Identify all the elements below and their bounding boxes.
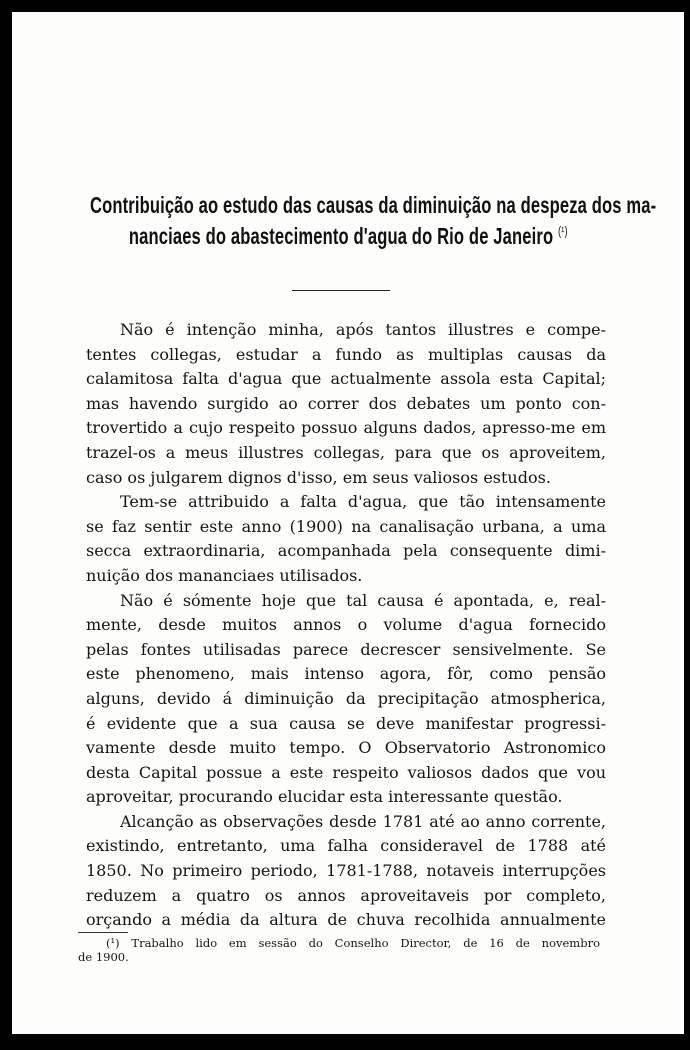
text-line: orçando a média da altura de chuva recolhida annualmente bbox=[86, 910, 606, 930]
footnote-marker: (¹) bbox=[557, 223, 568, 239]
footnote-line-1: (¹) Trabalho lido em sessão do Conselho Director, de 16 de novembro bbox=[106, 936, 600, 950]
text-line: reduzem a quatro os annos aproveitaveis por completo, bbox=[86, 885, 606, 905]
text-line: mas havendo surgido ao correr dos debates um ponto con- bbox=[86, 393, 606, 413]
text-line: existindo, entretanto, uma falha consideravel de 1788 até bbox=[86, 836, 606, 856]
text-line: mente, desde muitos annos o volume d'agua fornecido bbox=[86, 615, 606, 635]
text-line: caso os julgarem dignos d'isso, em seus valiosos estudos. bbox=[86, 467, 551, 487]
paragraph bbox=[86, 490, 606, 588]
document-page bbox=[12, 12, 684, 1034]
paragraph bbox=[86, 810, 606, 933]
text-line: Não é sómente hoje que tal causa é apontada, e, real- bbox=[120, 590, 606, 610]
title-line-1: Contribuição ao estudo das causas da diminuição na despeza dos ma- bbox=[90, 192, 657, 218]
text-line: secca extraordinaria, acompanhada pela consequente dimi- bbox=[86, 541, 606, 561]
footnote-line-2: de 1900. bbox=[78, 950, 129, 964]
text-line: Não é intenção minha, após tantos illustres e compe- bbox=[120, 320, 606, 339]
article-title bbox=[90, 190, 657, 252]
text-line: este phenomeno, mais intenso agora, fôr, como pensão bbox=[86, 664, 606, 684]
text-line: desta Capital possue a este respeito valiosos dados que vou bbox=[86, 762, 606, 782]
text-line: é evidente que a sua causa se deve manifestar progressi- bbox=[86, 713, 606, 733]
footnote bbox=[78, 936, 600, 964]
title-line-2 bbox=[90, 221, 568, 252]
footnote-divider bbox=[78, 932, 128, 933]
title-divider bbox=[292, 290, 390, 291]
paragraph bbox=[86, 318, 606, 490]
text-line: calamitosa falta d'agua que actualmente assola esta Capital; bbox=[86, 369, 606, 389]
text-line: trovertido a cujo respeito possuo alguns dados, apresso-me em bbox=[86, 418, 606, 438]
text-line: pelas fontes utilisadas parece decrescer sensivelmente. Se bbox=[86, 639, 606, 659]
paragraph bbox=[86, 589, 606, 810]
text-line: alguns, devido á diminuição da precipitação atmospherica, bbox=[86, 688, 606, 708]
text-line: trazel-os a meus illustres collegas, para que os aproveitem, bbox=[86, 442, 606, 462]
text-line: aproveitar, procurando elucidar esta interessante questão. bbox=[86, 787, 563, 807]
body-text bbox=[86, 318, 606, 933]
text-line: 1850. No primeiro periodo, 1781-1788, notaveis interrupções bbox=[86, 861, 606, 881]
text-line: Alcanção as observações desde 1781 até ao anno corrente, bbox=[120, 811, 606, 831]
text-line: tentes collegas, estudar a fundo as multiplas causas da bbox=[86, 344, 606, 364]
text-line: nuição dos mananciaes utilisados. bbox=[86, 565, 363, 585]
text-line: se faz sentir este anno (1900) na canalisação urbana, a uma bbox=[86, 516, 606, 536]
title-line-2-text: nanciaes do abastecimento d'agua do Rio de Janeiro bbox=[128, 223, 554, 249]
text-line: Tem-se attribuido a falta d'agua, que tão intensamente bbox=[120, 492, 606, 512]
text-line: vamente desde muito tempo. O Observatorio Astronomico bbox=[86, 738, 606, 758]
